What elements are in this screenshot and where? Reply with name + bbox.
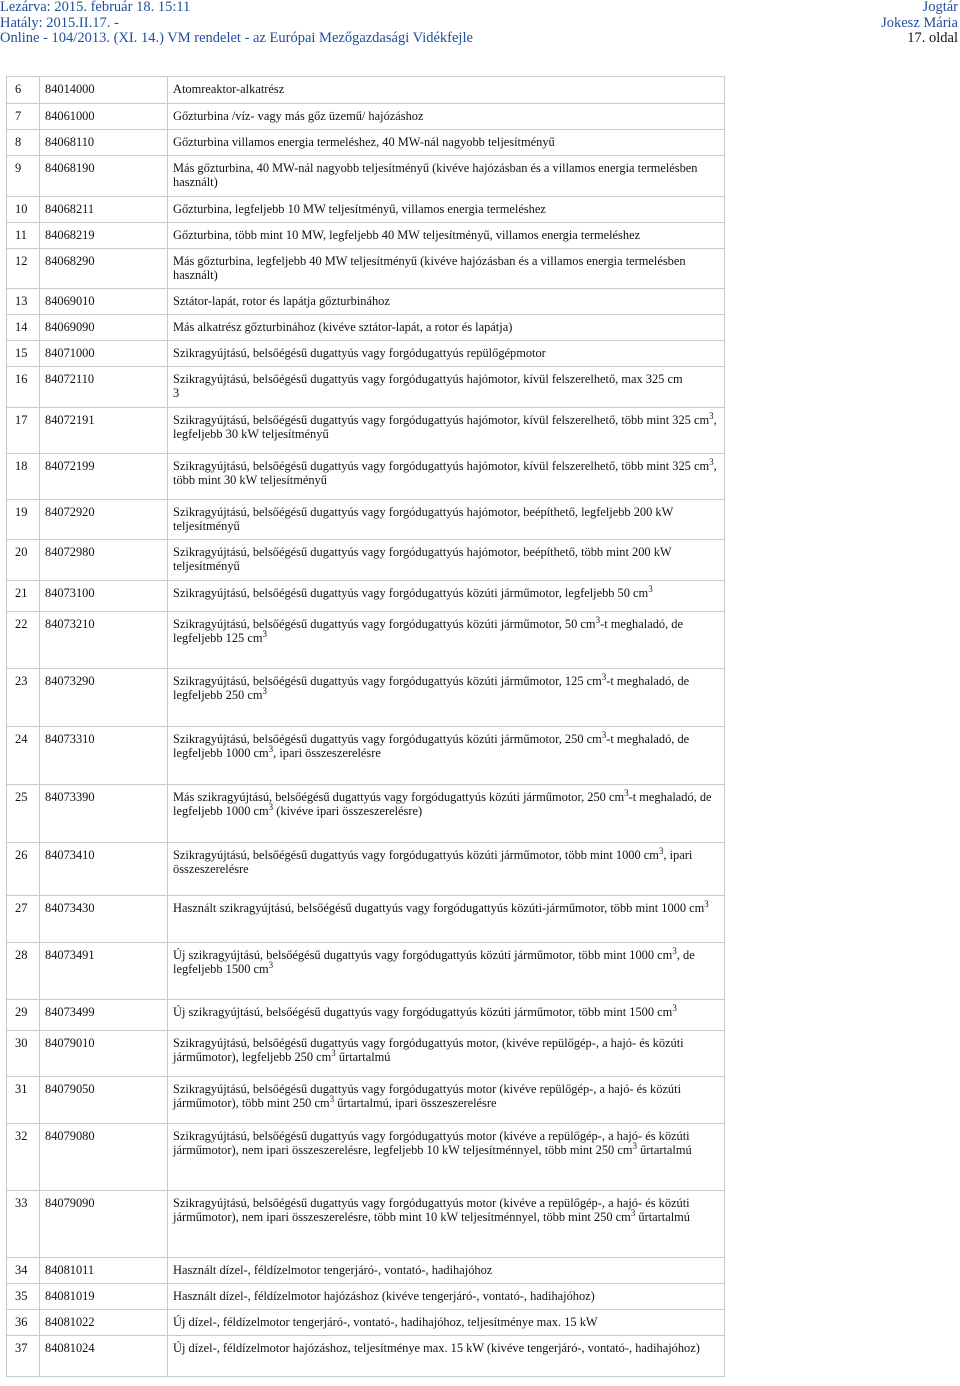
description-text: -t meghaladó, de legfeljebb 1000 cm — [173, 790, 712, 818]
description-text: Szikragyújtású, belsőégésű dugattyús vagy forgódugattyús motor (kivéve a repülőgép-, a hajó- és közúti járműmotor), nem ipari összeszerelésre, legfeljebb 10 kW teljesítménnyel, több mint 250 cm — [173, 1129, 690, 1157]
product-code: 84073499 — [40, 1000, 168, 1031]
unit-exponent: 3 — [624, 787, 629, 798]
description-text: Szikragyújtású, belsőégésű dugattyús vagy forgódugattyús közúti járműmotor, több mint 1000 cm — [173, 848, 659, 862]
table-row — [7, 612, 725, 669]
description-text: Szikragyújtású, belsőégésű dugattyús vagy forgódugattyús közúti járműmotor, legfeljebb 50 cm — [173, 586, 649, 600]
table-row — [7, 289, 725, 315]
row-number: 6 — [7, 77, 40, 104]
description-text: Szikragyújtású, belsőégésű dugattyús vagy forgódugattyús közúti járműmotor, 50 cm — [173, 617, 596, 631]
row-number: 35 — [7, 1284, 40, 1310]
product-code: 84068190 — [40, 156, 168, 197]
page-number: 17. oldal — [907, 30, 958, 46]
table-row — [7, 454, 725, 500]
row-number: 33 — [7, 1191, 40, 1258]
description-text: (kivéve ipari összeszerelésre) — [273, 804, 423, 818]
product-code: 84072191 — [40, 408, 168, 454]
product-code: 84081022 — [40, 1310, 168, 1336]
table-row — [7, 540, 725, 581]
description-text: Más gőzturbina, legfeljebb 40 MW teljesítményű (kivéve hajózásban és a villamos energia termelésben használt) — [173, 254, 686, 282]
product-description — [168, 77, 725, 104]
product-description — [168, 843, 725, 896]
description-text: Szikragyújtású, belsőégésű dugattyús vagy forgódugattyús motor (kivéve a repülőgép-, a hajó- és közúti járműmotor), nem ipari összeszerelésre, több mint 10 kW teljesítménnyel, több mint 250 cm — [173, 1196, 690, 1224]
product-code: 84072110 — [40, 367, 168, 408]
table-row — [7, 156, 725, 197]
product-description — [168, 540, 725, 581]
unit-exponent: 3 — [648, 583, 653, 594]
row-number: 10 — [7, 197, 40, 223]
description-text: űrtartalmú — [635, 1210, 690, 1224]
table-row — [7, 785, 725, 843]
table-row — [7, 315, 725, 341]
description-text: Használt dízel-, féldízelmotor hajózáshoz (kivéve tengerjáró-, vontató-, hadihajóhoz) — [173, 1289, 595, 1303]
row-number: 36 — [7, 1310, 40, 1336]
product-code: 84081019 — [40, 1284, 168, 1310]
table-row — [7, 727, 725, 785]
product-description — [168, 1310, 725, 1336]
description-text: Szikragyújtású, belsőégésű dugattyús vagy forgódugattyús hajómotor, beépíthető, legfeljebb 200 kW teljesítményű — [173, 505, 674, 533]
table-row — [7, 367, 725, 408]
description-text: Más alkatrész gőzturbinához (kivéve sztátor-lapát, a rotor és lapátja) — [173, 320, 513, 334]
table-row — [7, 943, 725, 1000]
row-number: 29 — [7, 1000, 40, 1031]
product-code: 84073430 — [40, 896, 168, 943]
unit-exponent: 3 — [268, 959, 274, 970]
row-number: 21 — [7, 581, 40, 612]
unit-exponent: 3 — [268, 743, 274, 754]
table-row — [7, 223, 725, 249]
product-code: 84073310 — [40, 727, 168, 785]
description-text: Atomreaktor-alkatrész — [173, 82, 285, 96]
product-description — [168, 1336, 725, 1377]
product-description — [168, 943, 725, 1000]
description-text: Gőzturbina villamos energia termeléshez, 40 MW-nál nagyobb teljesítményű — [173, 135, 555, 149]
unit-exponent: 3 — [672, 945, 677, 956]
table-row — [7, 130, 725, 156]
row-number: 27 — [7, 896, 40, 943]
product-description — [168, 454, 725, 500]
table-row — [7, 1077, 725, 1124]
product-code: 84068110 — [40, 130, 168, 156]
product-description — [168, 1077, 725, 1124]
row-number: 20 — [7, 540, 40, 581]
product-code: 84072920 — [40, 500, 168, 540]
description-text: -t meghaladó, de legfeljebb 250 cm — [173, 674, 690, 702]
table-row — [7, 1000, 725, 1031]
table-row — [7, 581, 725, 612]
product-description — [168, 197, 725, 223]
row-number: 11 — [7, 223, 40, 249]
table-row — [7, 197, 725, 223]
table-row — [7, 1124, 725, 1191]
table-row — [7, 77, 725, 104]
publisher-name: Jogtár — [922, 0, 958, 15]
row-number: 24 — [7, 727, 40, 785]
unit-exponent: 3 — [709, 410, 714, 421]
description-text: Használt dízel-, féldízelmotor tengerjáró-, vontató-, hadihajóhoz — [173, 1263, 493, 1277]
product-description — [168, 612, 725, 669]
product-code: 84081024 — [40, 1336, 168, 1377]
page-header — [0, 0, 960, 48]
row-number: 28 — [7, 943, 40, 1000]
table-row — [7, 249, 725, 289]
document-status-block — [0, 0, 473, 47]
table-row — [7, 408, 725, 454]
table-row — [7, 1336, 725, 1377]
user-name: Jokesz Mária — [881, 14, 958, 31]
row-number: 14 — [7, 315, 40, 341]
description-text: Gőzturbina, legfeljebb 10 MW teljesítményű, villamos energia termeléshez — [173, 202, 546, 216]
row-number: 37 — [7, 1336, 40, 1377]
table-row — [7, 1284, 725, 1310]
product-code: 84061000 — [40, 104, 168, 130]
table-row — [7, 896, 725, 943]
description-text: Gőzturbina, több mint 10 MW, legfeljebb 40 MW teljesítményű, villamos energia termeléshez — [173, 228, 641, 242]
product-description — [168, 1191, 725, 1258]
unit-exponent: 3 — [595, 614, 601, 625]
description-text: , ipari összeszerelésre — [273, 746, 381, 760]
unit-exponent: 3 — [704, 898, 709, 909]
product-code: 84073210 — [40, 612, 168, 669]
table-row — [7, 843, 725, 896]
unit-exponent: 3 — [630, 1207, 636, 1218]
product-code: 84073390 — [40, 785, 168, 843]
unit-exponent: 3 — [173, 386, 180, 400]
product-code: 84081011 — [40, 1258, 168, 1284]
product-description — [168, 367, 725, 408]
product-description — [168, 289, 725, 315]
effective-date: Hatály: 2015.II.17. - — [0, 14, 119, 31]
product-description — [168, 581, 725, 612]
product-code: 84079090 — [40, 1191, 168, 1258]
description-text: , több mint 30 kW teljesítményű — [173, 459, 717, 487]
table-row — [7, 104, 725, 130]
description-text: Új szikragyújtású, belsőégésű dugattyús vagy forgódugattyús közúti járműmotor, több mint 1000 cm — [173, 948, 673, 962]
unit-exponent: 3 — [658, 845, 664, 856]
product-code: 84069010 — [40, 289, 168, 315]
description-text: Szikragyújtású, belsőégésű dugattyús vagy forgódugattyús repülőgépmotor — [173, 346, 546, 360]
product-code: 84068219 — [40, 223, 168, 249]
row-number: 32 — [7, 1124, 40, 1191]
unit-exponent: 3 — [331, 1047, 336, 1058]
row-number: 8 — [7, 130, 40, 156]
product-description — [168, 669, 725, 727]
description-text: Szikragyújtású, belsőégésű dugattyús vagy forgódugattyús motor, (kivéve repülőgép-, a hajó- és közúti járműmotor), legfeljebb 250 cm — [173, 1036, 684, 1064]
unit-exponent: 3 — [709, 456, 714, 467]
product-description — [168, 1031, 725, 1077]
customs-code-table — [6, 76, 725, 1377]
row-number: 25 — [7, 785, 40, 843]
unit-exponent: 3 — [268, 801, 274, 812]
row-number: 34 — [7, 1258, 40, 1284]
table-row — [7, 341, 725, 367]
description-text: Szikragyújtású, belsőégésű dugattyús vagy forgódugattyús hajómotor, kívül felszerelhető, több mint 325 cm — [173, 459, 710, 473]
unit-exponent: 3 — [262, 685, 267, 696]
product-description — [168, 500, 725, 540]
product-code: 84073100 — [40, 581, 168, 612]
description-text: Szikragyújtású, belsőégésű dugattyús vagy forgódugattyús hajómotor, kívül felszerelhető, több mint 325 cm — [173, 413, 710, 427]
product-code: 84071000 — [40, 341, 168, 367]
product-code: 84068290 — [40, 249, 168, 289]
product-description — [168, 785, 725, 843]
row-number: 17 — [7, 408, 40, 454]
product-code: 84072980 — [40, 540, 168, 581]
table-row — [7, 500, 725, 540]
product-description — [168, 223, 725, 249]
description-text: Új szikragyújtású, belsőégésű dugattyús vagy forgódugattyús közúti járműmotor, több mint 1500 cm — [173, 1005, 673, 1019]
description-text: , de legfeljebb 1500 cm — [173, 948, 695, 976]
product-description — [168, 727, 725, 785]
product-code: 84014000 — [40, 77, 168, 104]
product-description — [168, 1258, 725, 1284]
description-text: Szikragyújtású, belsőégésű dugattyús vagy forgódugattyús motor (kivéve repülőgép-, a hajó- és közúti járműmotor), több mint 250 cm — [173, 1082, 682, 1110]
product-description — [168, 896, 725, 943]
unit-exponent: 3 — [329, 1093, 335, 1104]
product-description — [168, 315, 725, 341]
row-number: 18 — [7, 454, 40, 500]
product-description — [168, 1000, 725, 1031]
product-description — [168, 1124, 725, 1191]
row-number: 31 — [7, 1077, 40, 1124]
description-text: -t meghaladó, de legfeljebb 1000 cm — [173, 732, 690, 760]
description-text: Szikragyújtású, belsőégésű dugattyús vagy forgódugattyús hajómotor, kívül felszerelhető, max 325 cm — [173, 372, 683, 386]
row-number: 7 — [7, 104, 40, 130]
product-code: 84068211 — [40, 197, 168, 223]
row-number: 15 — [7, 341, 40, 367]
row-number: 12 — [7, 249, 40, 289]
description-text: űrtartalmú — [335, 1050, 391, 1064]
product-code: 84073410 — [40, 843, 168, 896]
unit-exponent: 3 — [601, 671, 607, 682]
publisher-block — [881, 0, 958, 47]
row-number: 30 — [7, 1031, 40, 1077]
table-row — [7, 1191, 725, 1258]
row-number: 26 — [7, 843, 40, 896]
description-text: , legfeljebb 30 kW teljesítményű — [173, 413, 717, 441]
row-number: 23 — [7, 669, 40, 727]
description-text: Szikragyújtású, belsőégésű dugattyús vagy forgódugattyús közúti járműmotor, 250 cm — [173, 732, 602, 746]
unit-exponent: 3 — [632, 1140, 637, 1151]
unit-exponent: 3 — [672, 1002, 677, 1013]
description-text: Gőzturbina /víz- vagy más gőz üzemű/ hajózáshoz — [173, 109, 424, 123]
description-text: Használt szikragyújtású, belsőégésű dugattyús vagy forgódugattyús közúti-járműmotor, több mint 1000 cm — [173, 901, 705, 915]
product-description — [168, 408, 725, 454]
table-body — [7, 77, 725, 1377]
table-row — [7, 1031, 725, 1077]
product-description — [168, 156, 725, 197]
product-description — [168, 1284, 725, 1310]
description-text: Új dízel-, féldízelmotor tengerjáró-, vontató-, hadihajóhoz, teljesítménye max. 15 kW — [173, 1315, 598, 1329]
row-number: 16 — [7, 367, 40, 408]
row-number: 22 — [7, 612, 40, 669]
product-code: 84079080 — [40, 1124, 168, 1191]
product-code: 84073290 — [40, 669, 168, 727]
description-text: Más szikragyújtású, belsőégésű dugattyús vagy forgódugattyús közúti járműmotor, 250 cm — [173, 790, 625, 804]
row-number: 9 — [7, 156, 40, 197]
product-description — [168, 130, 725, 156]
product-description — [168, 341, 725, 367]
product-code: 84073491 — [40, 943, 168, 1000]
row-number: 19 — [7, 500, 40, 540]
table-row — [7, 1310, 725, 1336]
description-text: Új dízel-, féldízelmotor hajózáshoz, teljesítménye max. 15 kW (kivéve tengerjáró-, vontató-, hadihajóhoz) — [173, 1341, 700, 1355]
description-text: Szikragyújtású, belsőégésű dugattyús vagy forgódugattyús közúti járműmotor, 125 cm — [173, 674, 602, 688]
description-text: Más gőzturbina, 40 MW-nál nagyobb teljesítményű (kivéve hajózásban és a villamos energia termelésben használt) — [173, 161, 698, 189]
description-text: űrtartalmú, ipari összeszerelésre — [334, 1096, 497, 1110]
description-text: , ipari összeszerelésre — [173, 848, 693, 876]
description-text: -t meghaladó, de legfeljebb 125 cm — [173, 617, 683, 645]
product-description — [168, 104, 725, 130]
table-row — [7, 1258, 725, 1284]
unit-exponent: 3 — [262, 628, 267, 639]
row-number: 13 — [7, 289, 40, 315]
product-description — [168, 249, 725, 289]
description-text: Szikragyújtású, belsőégésű dugattyús vagy forgódugattyús hajómotor, beépíthető, több mint 200 kW teljesítményű — [173, 545, 672, 573]
product-code: 84079050 — [40, 1077, 168, 1124]
product-code: 84069090 — [40, 315, 168, 341]
description-text: űrtartalmú — [636, 1143, 692, 1157]
unit-exponent: 3 — [601, 729, 607, 740]
closing-date: Lezárva: 2015. február 18. 15:11 — [0, 0, 191, 15]
description-text: Sztátor-lapát, rotor és lapátja gőzturbinához — [173, 294, 390, 308]
document-title-link[interactable]: Online - 104/2013. (XI. 14.) VM rendelet - az Európai Mezőgazdasági Vidékfejle — [0, 30, 473, 46]
table-row — [7, 669, 725, 727]
product-code: 84079010 — [40, 1031, 168, 1077]
product-code: 84072199 — [40, 454, 168, 500]
